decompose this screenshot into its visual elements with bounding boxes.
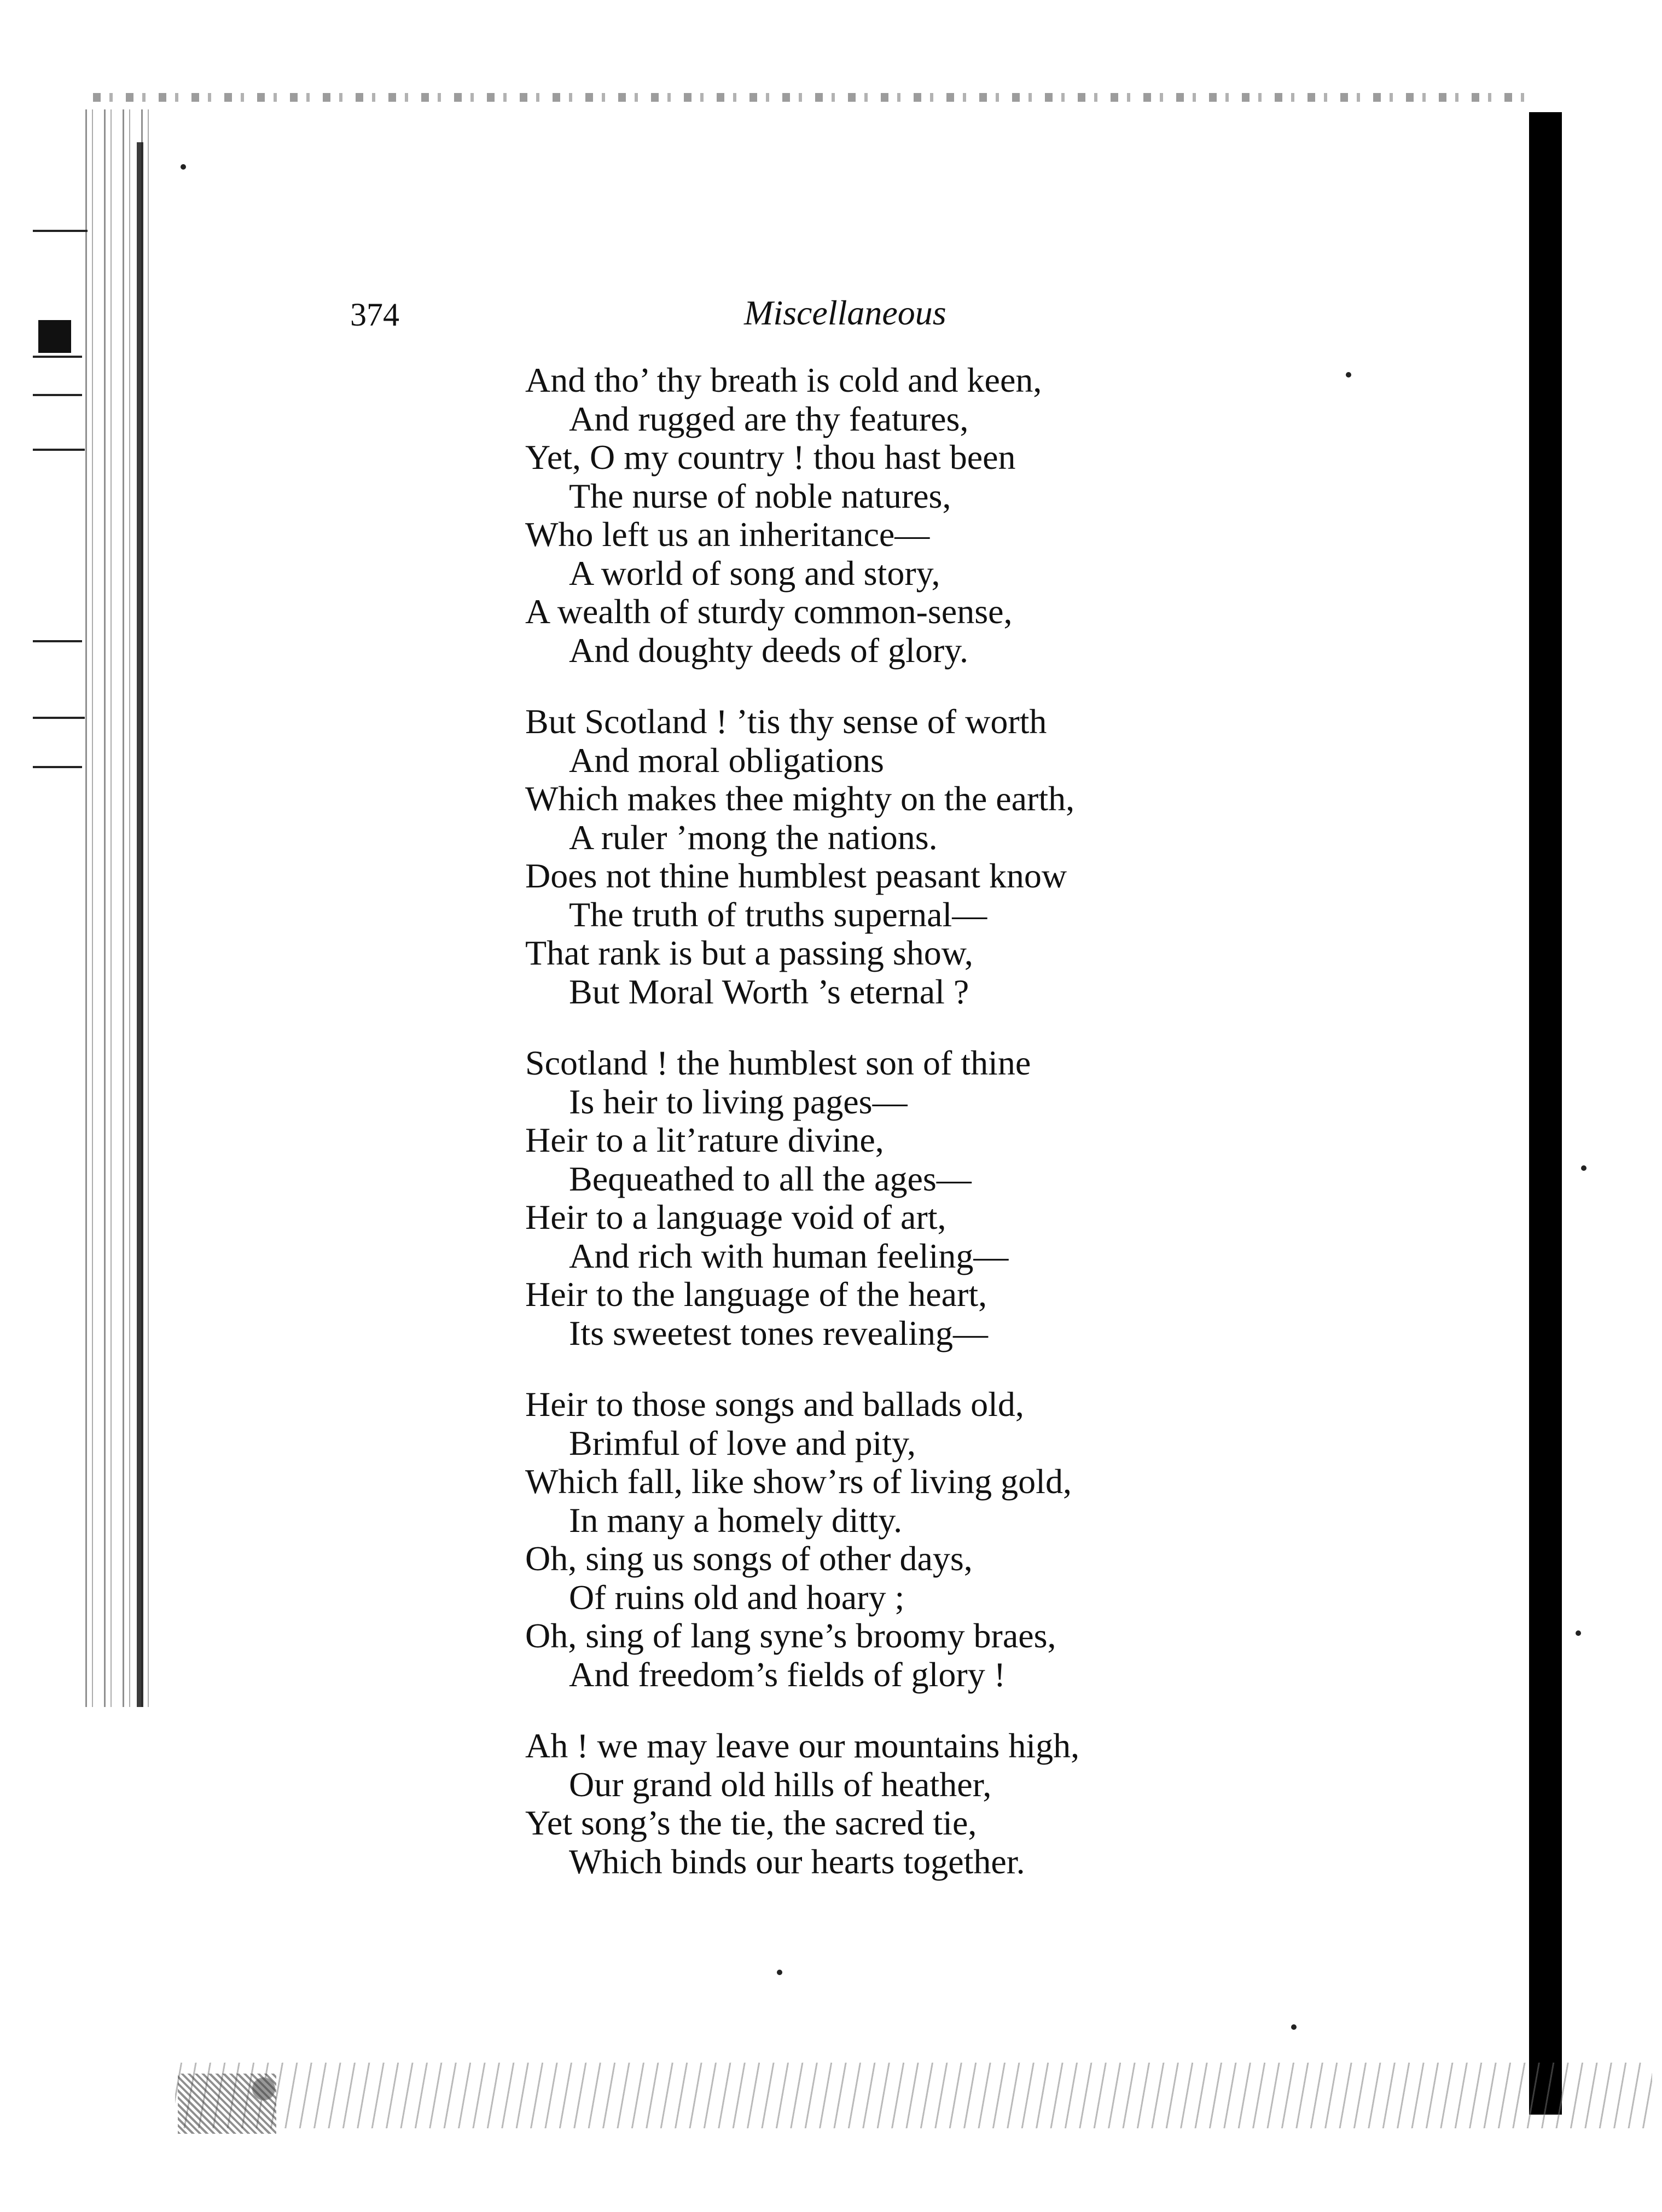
poem-line: Heir to those songs and ballads old, [525, 1385, 1024, 1424]
book-spine-shadow [82, 109, 159, 1707]
stanza [525, 1727, 1269, 1881]
poem-line: And doughty deeds of glory. [569, 630, 968, 670]
stanza [525, 1385, 1269, 1694]
poem-line: Its sweetest tones revealing— [569, 1313, 988, 1352]
speck [1346, 372, 1351, 378]
poem-line: And rugged are thy features, [569, 399, 969, 438]
speck [1291, 2024, 1297, 2030]
poem-line: A world of song and story, [569, 553, 940, 593]
poem-line: Ah ! we may leave our mountains high, [525, 1726, 1080, 1765]
poem-line: Which makes thee mighty on the earth, [525, 779, 1075, 818]
running-head: Miscellaneous [744, 293, 946, 332]
poem-line: But Moral Worth ’s eternal ? [569, 972, 969, 1011]
poem-line: And moral obligations [569, 740, 884, 780]
poem-line: Is heir to living pages— [569, 1082, 908, 1121]
poem-line: Yet, O my country ! thou hast been [525, 438, 1016, 477]
poem-line: That rank is but a passing show, [525, 933, 973, 972]
stanza [525, 1044, 1269, 1352]
poem-line: Heir to the language of the heart, [525, 1275, 987, 1314]
poem-line: But Scotland ! ’tis thy sense of worth [525, 702, 1047, 741]
poem-line: Does not thine humblest peasant know [525, 856, 1067, 895]
right-edge-shadow [1529, 112, 1562, 2115]
left-margin-ticks [33, 230, 93, 777]
stanza [525, 361, 1269, 670]
page-top-edge [93, 93, 1532, 102]
poem-line: And freedom’s fields of glory ! [569, 1654, 1006, 1694]
poem-line: The nurse of noble natures, [569, 476, 951, 515]
poem-line: Bequeathed to all the ages— [569, 1159, 972, 1198]
poem-line: And rich with human feeling— [569, 1236, 1009, 1275]
poem-line: Heir to a lit’rature divine, [525, 1120, 884, 1159]
speck [181, 164, 186, 170]
speck [1576, 1630, 1581, 1636]
poem-line: Which binds our hearts together. [569, 1842, 1025, 1881]
poem-line: In many a homely ditty. [569, 1500, 903, 1540]
page-bottom-edge [175, 2063, 1652, 2128]
speck [777, 1970, 782, 1975]
book-spine-line [137, 142, 143, 1707]
poem-line: Brimful of love and pity, [569, 1423, 916, 1462]
poem-line: Of ruins old and hoary ; [569, 1577, 905, 1617]
poem-line: Oh, sing us songs of other days, [525, 1539, 973, 1578]
poem-line: The truth of truths supernal— [569, 895, 987, 934]
stanza [525, 703, 1269, 1011]
speck [1581, 1165, 1587, 1171]
poem-line: Oh, sing of lang syne’s broomy braes, [525, 1616, 1056, 1655]
poem-line: Yet song’s the tie, the sacred tie, [525, 1803, 977, 1842]
poem-line: Our grand old hills of heather, [569, 1764, 992, 1804]
poem-line: And tho’ thy breath is cold and keen, [525, 361, 1042, 399]
poem-line: A ruler ’mong the nations. [569, 817, 938, 857]
poem-line: Heir to a language void of art, [525, 1198, 946, 1236]
poem-line: A wealth of sturdy common-sense, [525, 592, 1013, 631]
poem [525, 361, 1269, 1914]
page-bottom-corner [178, 2074, 276, 2134]
poem-line: Who left us an inheritance— [525, 515, 930, 554]
poem-line: Scotland ! the humblest son of thine [525, 1043, 1031, 1082]
poem-line: Which fall, like show’rs of living gold, [525, 1462, 1072, 1501]
page-number: 374 [350, 297, 399, 333]
page-header [350, 282, 1204, 342]
